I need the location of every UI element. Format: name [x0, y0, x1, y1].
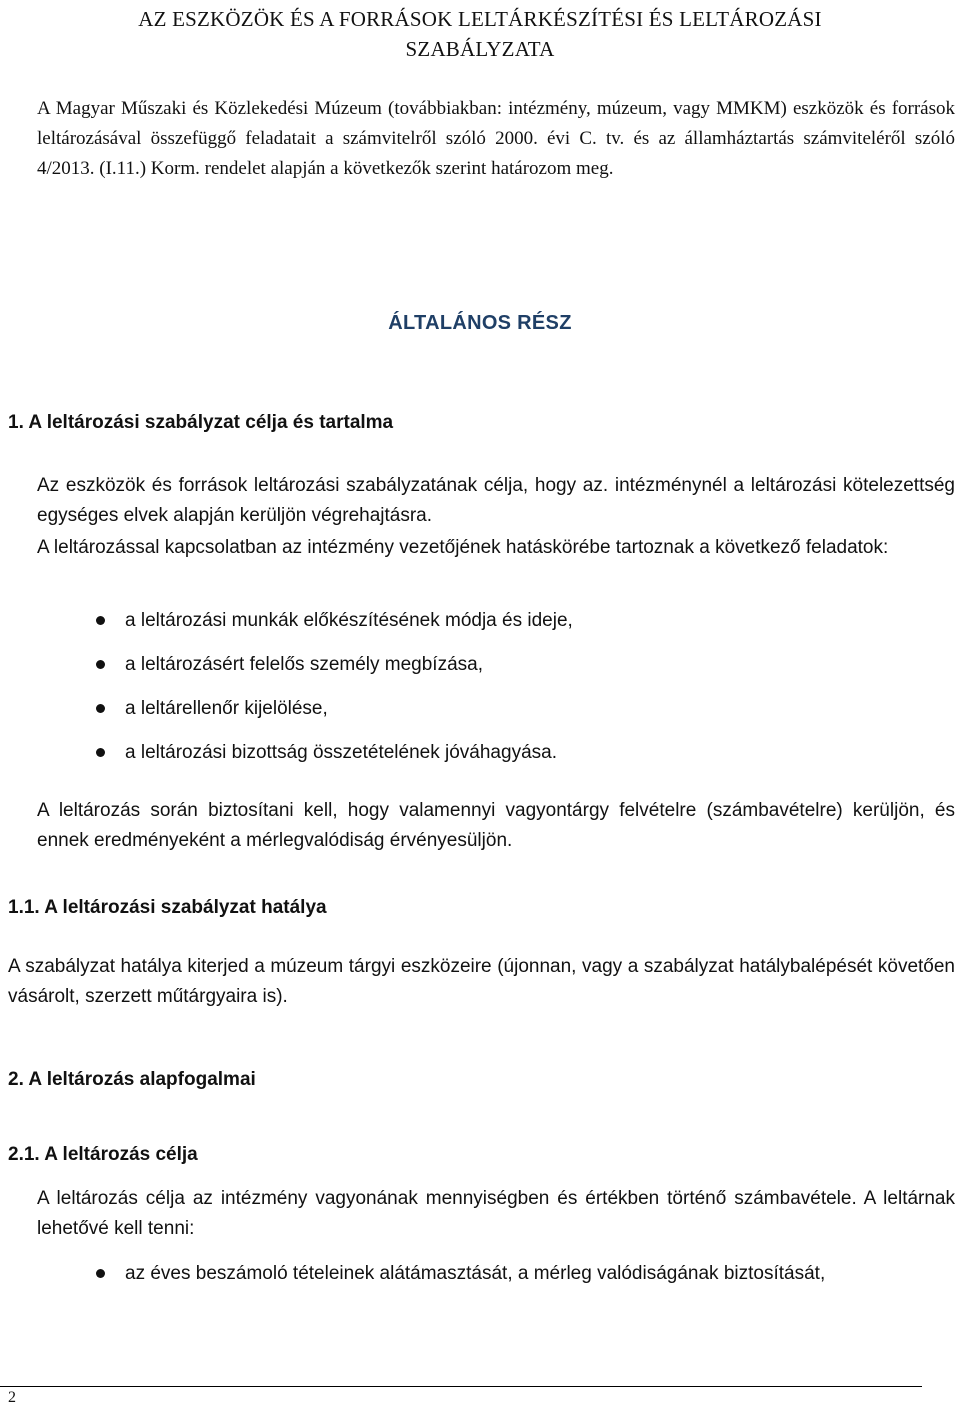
- section-1-1-paragraph: A szabályzat hatálya kiterjed a múzeum tárgyi eszközeire (újonnan, vagy a szabályzat hatálybalépését követően vásárolt, szerzett műtárgyaira is).: [8, 956, 955, 1007]
- section-1-heading: 1. A leltározási szabályzat célja és tartalma: [8, 412, 394, 433]
- intro-paragraph: A Magyar Műszaki és Közlekedési Múzeum (továbbiakban: intézmény, múzeum, vagy MMKM) eszközök és források leltározásával összefüggő feladatait a számvitelről szóló 2000. évi C. tv. és az államháztartás számviteléről szóló 4/2013. (I.11.) Korm. rendelet alapján a következők szerint határozom meg.: [37, 98, 955, 179]
- bullet-icon: [96, 1269, 105, 1278]
- section-1-paragraph-2: A leltározással kapcsolatban az intézmény vezetőjének hatáskörébe tartoznak a következő feladatok:: [37, 537, 889, 558]
- bullet-icon: [96, 660, 105, 669]
- page-number: 2: [8, 1389, 16, 1406]
- document-title-line-2: SZABÁLYZATA: [405, 37, 555, 61]
- section-2-heading: 2. A leltározás alapfogalmai: [8, 1069, 256, 1090]
- bullet-icon: [96, 704, 105, 713]
- bullet-icon: [96, 616, 105, 625]
- section-1-1-heading: 1.1. A leltározási szabályzat hatálya: [8, 897, 327, 918]
- footer-divider: [0, 1386, 922, 1387]
- document-title-line-1: AZ ESZKÖZÖK ÉS A FORRÁSOK LELTÁRKÉSZÍTÉSI ÉS LELTÁROZÁSI: [138, 7, 822, 31]
- section-1-paragraph-1: Az eszközök és források leltározási szabályzatának célja, hogy az. intézménynél a leltározási kötelezettség egységes elvek alapján kerüljön végrehajtásra.: [37, 475, 955, 526]
- bullet-icon: [96, 748, 105, 757]
- section-2-1-paragraph: A leltározás célja az intézmény vagyonának mennyiségben és értékben történő számbavétele. A leltárnak lehetővé kell tenni:: [37, 1188, 955, 1239]
- document-title: [0, 4, 960, 64]
- section-2-1-heading: 2.1. A leltározás célja: [8, 1144, 198, 1165]
- general-part-heading: ÁLTALÁNOS RÉSZ: [388, 312, 572, 334]
- section-1-paragraph-3: A leltározás során biztosítani kell, hogy valamennyi vagyontárgy felvételre (számbavételre) kerüljön, és ennek eredményeként a mérlegvalódiság érvényesüljön.: [37, 800, 955, 851]
- document-page: AZ ESZKÖZÖK ÉS A FORRÁSOK LELTÁRKÉSZÍTÉSI ÉS LELTÁROZÁSI SZABÁLYZATA A Magyar Műszaki és Közlekedési Múzeum (továbbiakban: intézmény, múzeum, vagy MMKM) eszközök és források leltározásával összefüggő feladatait a számvitelről szóló 2000. évi C. tv. és az államháztartás számviteléről szóló 4/2013. (I.11.) Korm. rendelet alapján a következők szerint határozom meg. ÁLTALÁNOS RÉSZ 1. A leltározási szabályzat célja és tartalma Az eszközök és források leltározási szabályzatának célja, hogy az. intézménynél a leltározási kötelezettség egységes elvek alapján kerüljön végrehajtásra. A leltározással kapcsolatban az intézmény vezetőjének hatáskörébe tartoznak a következő feladatok: a leltározási munkák előkészítésének módja és ideje, a leltározásért felelős személy megbízása, a leltárellenőr kijelölése, a leltározási bizottság összetételének jóváhagyása. A leltározás során biztosítani kell, hogy valamennyi vagyontárgy felvételre (számbavételre) kerüljön, és ennek eredményeként a mérlegvalódiság érvényesüljön. 1.1. A leltározási szabályzat hatálya A szabályzat hatálya kiterjed a múzeum tárgyi eszközeire (újonnan, vagy a szabályzat hatálybalépését követően vásárolt, szerzett műtárgyaira is). 2. A leltározás alapfogalmai 2.1. A leltározás célja A leltározás célja az intézmény vagyonának mennyiségben és értékben történő számbavétele. A leltárnak lehetővé kell tenni: az éves beszámoló tételeinek alátámasztását, a mérleg valódiságának biztosítását, 2: [0, 0, 960, 1408]
